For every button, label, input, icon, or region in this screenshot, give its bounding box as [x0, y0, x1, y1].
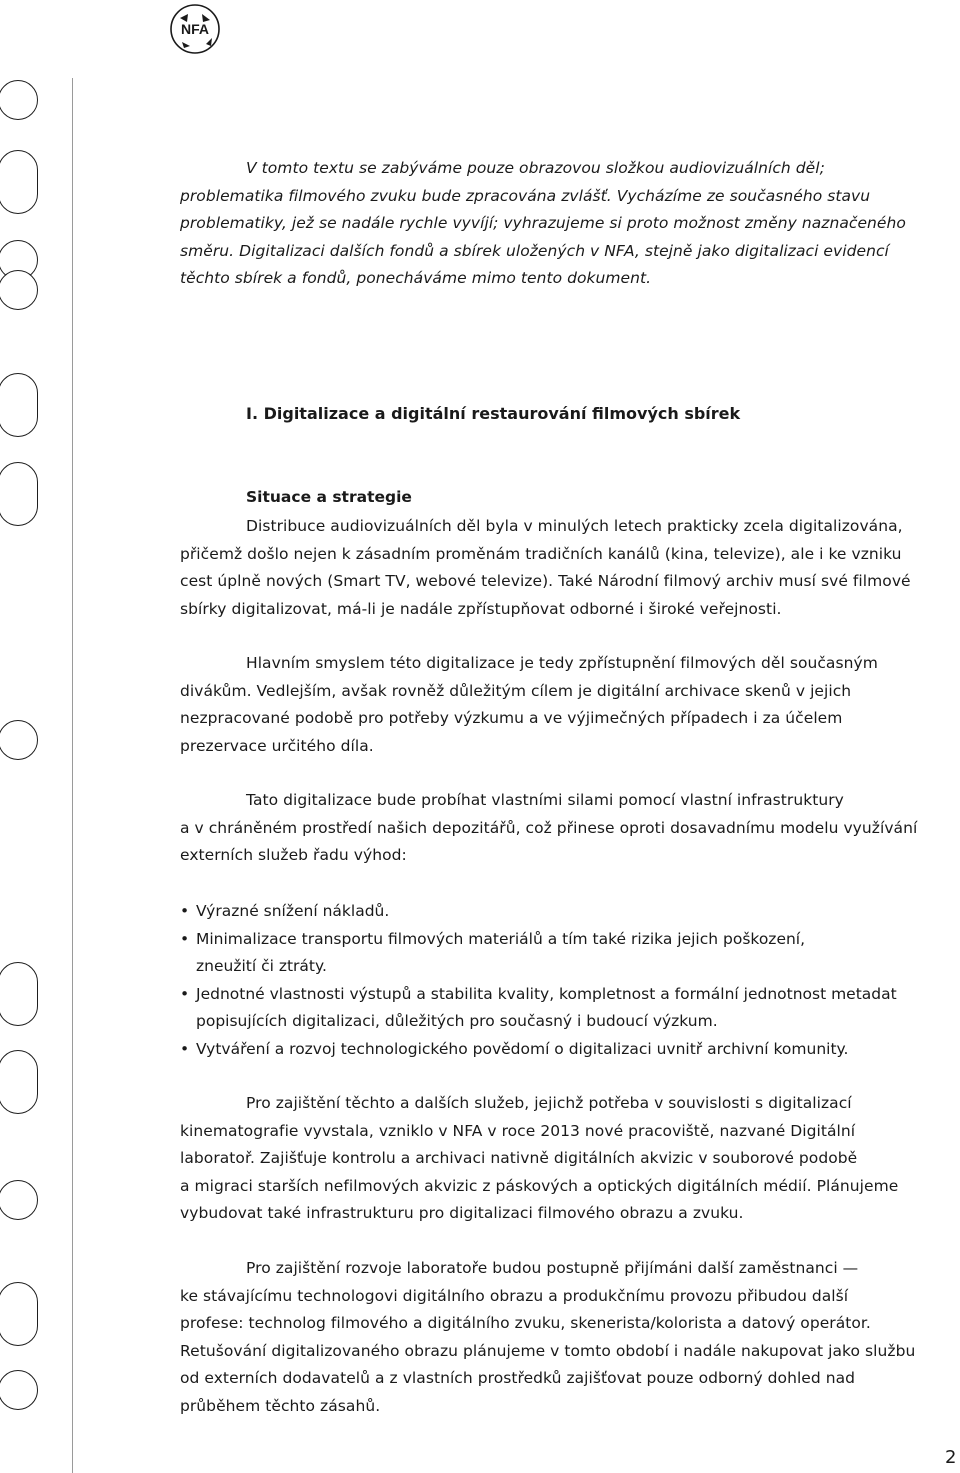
- binder-hole: [0, 270, 38, 310]
- list-item: [180, 981, 960, 1036]
- intro-paragraph: [180, 155, 960, 293]
- paragraph-line: a v chráněném prostředí našich depozitářů, což přinese oproti dosavadnímu modelu využívání: [180, 818, 918, 837]
- paragraph-line: Retušování digitalizovaného obrazu plánujeme v tomto období i nadále nakupovat jako službu: [180, 1341, 916, 1360]
- binder-hole: [0, 150, 38, 214]
- paragraph-line: divákům. Vedlejším, avšak rovněž důležitým cílem je digitální archivace skenů v jejich: [180, 681, 852, 700]
- benefits-list: [180, 898, 960, 1063]
- list-item-line: Výrazné snížení nákladů.: [196, 902, 390, 920]
- binder-hole: [0, 1370, 38, 1410]
- paragraph-line: Tato digitalizace bude probíhat vlastními silami pomocí vlastní infrastruktury: [246, 791, 844, 809]
- paragraph-line: cest úplně nových (Smart TV, webové televize). Také Národní filmový archiv musí své filmové: [180, 572, 911, 590]
- list-item-line: zneužití či ztráty.: [196, 957, 327, 975]
- list-item: [180, 1036, 960, 1064]
- paragraph: [180, 1255, 960, 1420]
- paragraph-line: Hlavním smyslem této digitalizace je tedy zpřístupnění filmových děl současným: [246, 654, 878, 672]
- intro-line: těchto sbírek a fondů, ponecháváme mimo tento dokument.: [180, 269, 652, 287]
- paragraph-line: od externích dodavatelů a z vlastních prostředků zajišťovat pouze odborný dohled nad: [180, 1369, 856, 1387]
- page-number: 2: [945, 1447, 957, 1468]
- binder-hole: [0, 80, 38, 120]
- binder-hole: [0, 462, 38, 526]
- binder-hole: [0, 1180, 38, 1220]
- list-item: [180, 898, 960, 926]
- paragraph-line: profese: technolog filmového a digitálního zvuku, skenerista/kolorista a datový operátor.: [180, 1314, 871, 1332]
- list-item: [180, 926, 960, 981]
- nfa-logo-icon: [168, 2, 222, 56]
- paragraph: [180, 787, 960, 870]
- paragraph: [180, 1090, 960, 1228]
- paragraph: [180, 513, 960, 623]
- intro-line: směru. Digitalizaci dalších fondů a sbírek uložených v NFA, stejně jako digitalizaci evidencí: [180, 241, 889, 260]
- paragraph-line: Pro zajištění rozvoje laboratoře budou postupně přijímáni další zaměstnanci —: [246, 1259, 859, 1277]
- nfa-logo: [168, 2, 222, 56]
- paragraph-line: laboratoř. Zajišťuje kontrolu a archivaci nativně digitálních akvizic v souborové podobě: [180, 1149, 858, 1167]
- binder-hole: [0, 720, 38, 760]
- paragraph-line: externích služeb řadu výhod:: [180, 846, 407, 864]
- binder-hole: [0, 373, 38, 437]
- paragraph: [180, 650, 960, 760]
- logo-text: NFA: [181, 21, 209, 37]
- binder-hole: [0, 1282, 38, 1346]
- paragraph-line: Distribuce audiovizuálních děl byla v minulých letech prakticky zcela digitalizována,: [246, 517, 903, 535]
- paragraph-line: ke stávajícímu technologovi digitálního obrazu a produkčnímu provozu přibudou další: [180, 1286, 849, 1305]
- list-item-line: Jednotné vlastnosti výstupů a stabilita kvality, kompletnost a formální jednotnost metadat: [196, 984, 897, 1003]
- section-heading: I. Digitalizace a digitální restaurování filmových sbírek: [246, 404, 741, 423]
- subsection-heading: Situace a strategie: [246, 488, 412, 506]
- paragraph-line: přičemž došlo nejen k zásadním proměnám tradičních kanálů (kina, televize), ale i ke vzniku: [180, 544, 902, 563]
- paragraph-line: a migraci starších nefilmových akvizic z páskových a optických digitálních médií. Plánujeme: [180, 1176, 899, 1195]
- paragraph-line: prezervace určitého díla.: [180, 736, 374, 755]
- binder-hole: [0, 1050, 38, 1114]
- paragraph-line: vybudovat také infrastrukturu pro digitalizaci filmového obrazu a zvuku.: [180, 1204, 744, 1222]
- list-item-line: Vytváření a rozvoj technologického povědomí o digitalizaci uvnitř archivní komunity.: [196, 1039, 849, 1058]
- margin-line: [72, 78, 73, 1473]
- intro-line: V tomto textu se zabýváme pouze obrazovou složkou audiovizuálních děl;: [246, 159, 825, 177]
- paragraph-line: nezpracované podobě pro potřeby výzkumu a ve výjimečných případech i za účelem: [180, 709, 843, 727]
- paragraph-line: průběhem těchto zásahů.: [180, 1396, 381, 1415]
- list-item-line: Minimalizace transportu filmových materiálů a tím také rizika jejich poškození,: [196, 929, 806, 948]
- intro-line: problematika filmového zvuku bude zpracována zvlášť. Vycházíme ze současného stavu: [180, 186, 871, 205]
- paragraph-line: sbírky digitalizovat, má-li je nadále zpřístupňovat odborné i široké veřejnosti.: [180, 599, 782, 618]
- binder-hole: [0, 962, 38, 1026]
- list-item-line: popisujících digitalizaci, důležitých pro současný i budoucí výzkum.: [196, 1012, 718, 1030]
- intro-line: problematiky, jež se nadále rychle vyvíjí; vyhrazujeme si proto možnost změny naznačeného: [180, 214, 906, 232]
- paragraph-line: Pro zajištění těchto a dalších služeb, jejichž potřeba v souvislosti s digitalizací: [246, 1094, 852, 1112]
- paragraph-line: kinematografie vyvstala, vzniklo v NFA v roce 2013 nové pracoviště, nazvané Digitální: [180, 1121, 856, 1140]
